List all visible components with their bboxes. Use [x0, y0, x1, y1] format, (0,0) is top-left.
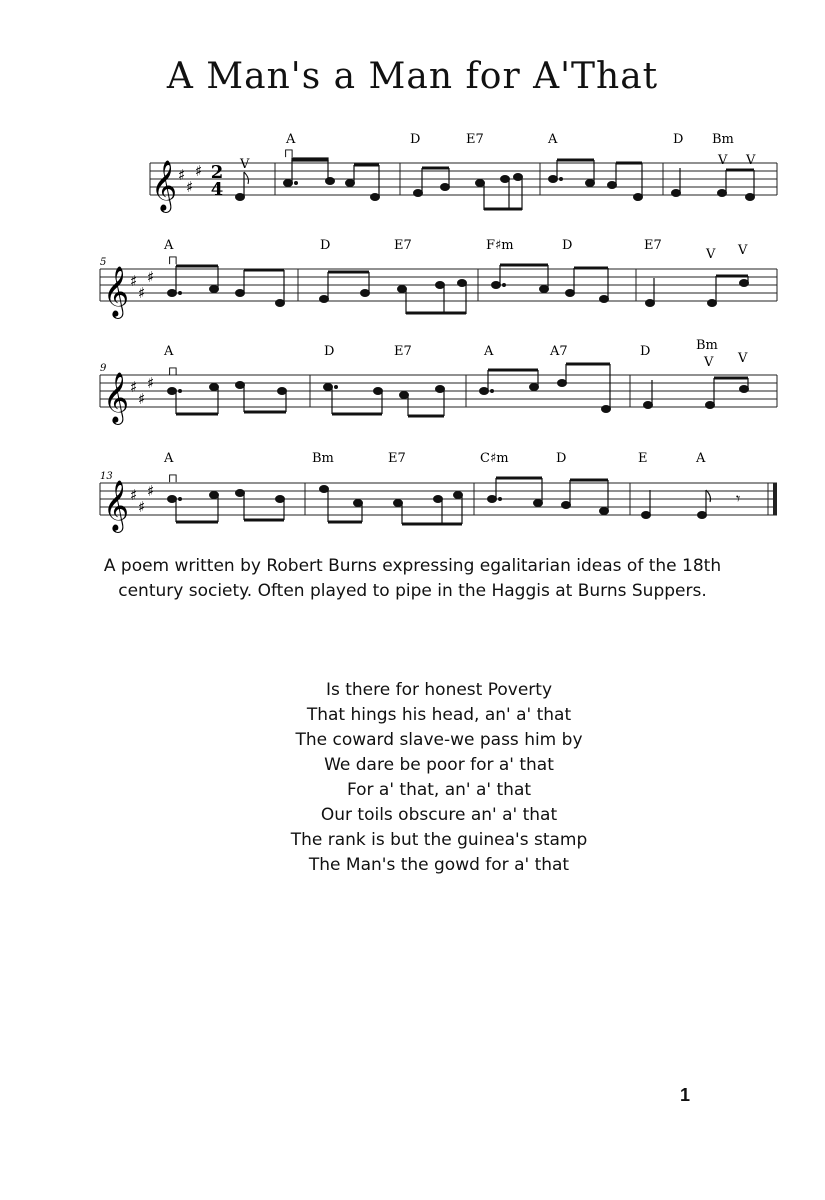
svg-text:♯: ♯	[147, 482, 155, 500]
treble-clef-icon: 𝄞	[103, 266, 130, 317]
svg-text:♯: ♯	[195, 162, 203, 180]
svg-text:A: A	[696, 451, 706, 466]
svg-text:V: V	[738, 243, 748, 258]
svg-text:⊓: ⊓	[168, 471, 179, 485]
svg-text:D: D	[410, 132, 421, 147]
treble-clef-icon: 𝄞	[103, 480, 130, 531]
svg-text:A: A	[164, 344, 174, 359]
svg-text:♯: ♯	[147, 268, 155, 286]
svg-text:V: V	[240, 157, 250, 172]
measure-number: 9	[100, 363, 107, 374]
svg-text:E7: E7	[466, 132, 484, 147]
svg-text:A: A	[164, 238, 174, 253]
svg-text:D: D	[556, 451, 567, 466]
svg-text:♯: ♯	[186, 178, 194, 196]
svg-text:E7: E7	[644, 238, 662, 253]
verse-line: Our toils obscure an' a' that	[320, 805, 558, 825]
measure-number: 13	[100, 471, 113, 482]
svg-text:V: V	[706, 247, 716, 262]
svg-text:A: A	[164, 451, 174, 466]
music-system-4	[100, 451, 777, 533]
svg-text:♯: ♯	[138, 284, 146, 302]
sheet-music	[0, 0, 825, 560]
svg-text:⊓: ⊓	[284, 146, 295, 160]
svg-text:𝄾: 𝄾	[736, 489, 741, 508]
song-title: A Man's a Man for A'That	[166, 56, 659, 97]
svg-text:V: V	[738, 351, 748, 366]
treble-clef-icon: 𝄞	[103, 372, 130, 423]
music-system-1	[150, 132, 777, 213]
verse-line: The rank is but the guinea's stamp	[290, 830, 588, 850]
time-signature	[211, 162, 224, 200]
svg-text:D: D	[320, 238, 331, 253]
svg-text:C♯m: C♯m	[480, 451, 509, 466]
svg-text:Bm: Bm	[712, 132, 734, 147]
svg-text:V: V	[718, 153, 728, 168]
svg-text:E7: E7	[394, 344, 412, 359]
verse-line: That hings his head, an' a' that	[306, 705, 572, 725]
svg-text:4: 4	[210, 179, 224, 200]
svg-text:♯: ♯	[130, 486, 138, 504]
chord-symbols	[285, 132, 734, 147]
svg-text:A: A	[286, 132, 296, 147]
svg-text:A7: A7	[550, 344, 568, 359]
svg-text:A: A	[484, 344, 494, 359]
verse-line: For a' that, an' a' that	[346, 780, 532, 800]
measure-number: 5	[100, 257, 107, 268]
svg-text:2: 2	[210, 162, 224, 183]
svg-text:E7: E7	[388, 451, 406, 466]
song-description: A poem written by Robert Burns expressing egalitarian ideas of the 18th century society. Often played to pipe in the Haggis at Burns Suppers.	[103, 556, 722, 601]
verse-line: We dare be poor for a' that	[324, 755, 554, 775]
svg-text:♯: ♯	[130, 378, 138, 396]
verse-lyrics	[0, 678, 825, 878]
svg-text:Bm: Bm	[696, 338, 718, 353]
svg-text:V: V	[704, 355, 714, 370]
svg-text:♯: ♯	[138, 498, 146, 516]
svg-text:A: A	[548, 132, 558, 147]
svg-text:♯: ♯	[130, 272, 138, 290]
svg-text:D: D	[324, 344, 335, 359]
verse-line: The coward slave-we pass him by	[295, 730, 583, 750]
notes	[236, 172, 755, 201]
svg-text:Bm: Bm	[312, 451, 334, 466]
svg-text:D: D	[640, 344, 651, 359]
svg-text:F♯m: F♯m	[486, 238, 514, 253]
verse-line: The Man's the gowd for a' that	[308, 855, 570, 875]
svg-text:♯: ♯	[138, 390, 146, 408]
music-system-3	[100, 338, 777, 425]
svg-text:D: D	[673, 132, 684, 147]
music-system-2	[100, 238, 777, 319]
treble-clef-icon: 𝄞	[151, 160, 178, 211]
page-number: 1	[680, 1085, 691, 1105]
svg-text:V: V	[746, 153, 756, 168]
beams	[292, 158, 754, 210]
svg-text:D: D	[562, 238, 573, 253]
svg-text:⊓: ⊓	[168, 253, 179, 267]
verse-line: Is there for honest Poverty	[325, 680, 553, 700]
svg-text:E7: E7	[394, 238, 412, 253]
svg-text:♯: ♯	[178, 166, 186, 184]
svg-text:E: E	[638, 451, 648, 466]
svg-text:⊓: ⊓	[168, 364, 179, 378]
svg-text:♯: ♯	[147, 374, 155, 392]
key-signature	[178, 162, 202, 196]
